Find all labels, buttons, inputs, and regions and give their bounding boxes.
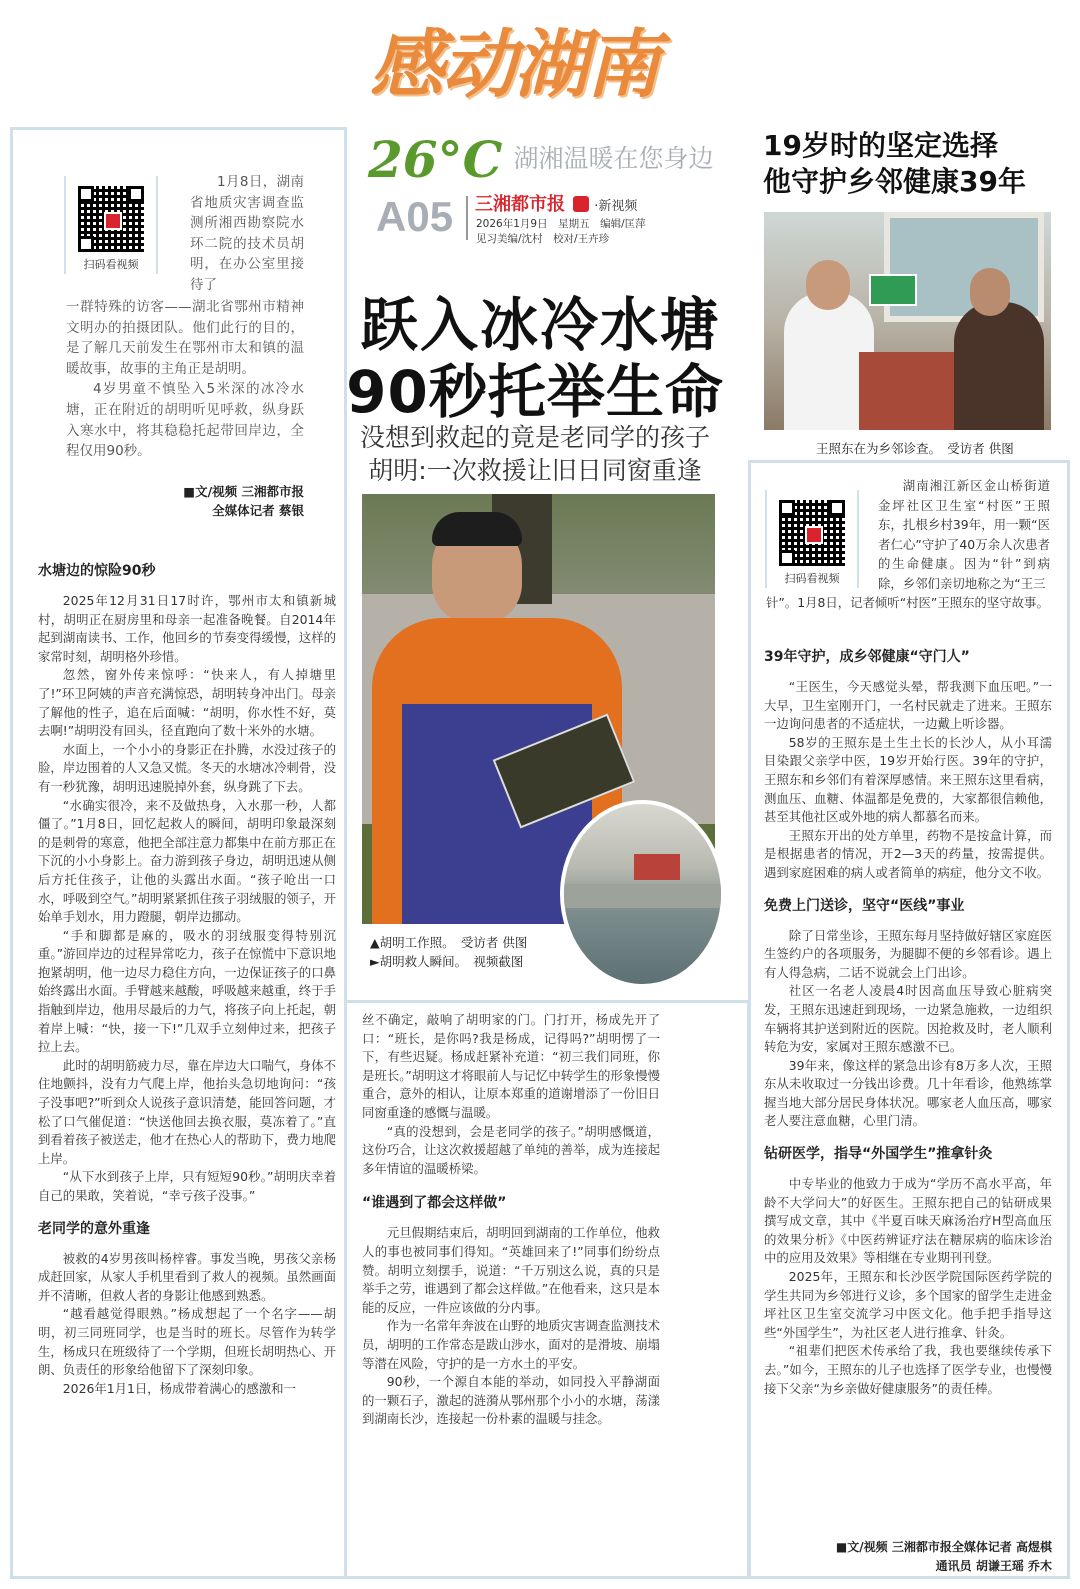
paragraph: “越看越觉得眼熟。”杨成想起了一个名字——胡明，初三同班同学，也是当时的班长。尽管作为转学生，杨成只在班级待了一个学期，但班长胡明热心、开朗、负责任的形象给他留下了深刻印象。	[38, 1306, 336, 1378]
qr-caption: 扫码看视频	[83, 258, 139, 271]
side-lead-text-a: 湖南湘江新区金山桥街道金坪社区卫生室“村医”王照东，扎根乡村39年，用一颗“医者仁心”守护了40万余人次患者的生命健康。因为“针”到病除，乡邻们亲切地称之为“王三	[878, 478, 1050, 591]
paragraph: “水确实很冷，来不及做热身，入水那一秒，人都僵了。”1月8日，回忆起救人的瞬间，胡明印象最深刻的是刺骨的寒意，他把全部注意力都集中在前方那正在下沉的小小身影上。奋力游到孩子身边，胡明迅速从侧后方托住孩子，让他的头露出水面。“孩子呛出一口水，呼吸到空气。”胡明紧紧抓住孩子羽绒服的领子，开始单手划水，用力蹬腿，朝岸边挪动。	[38, 797, 336, 925]
masthead-title: 感动湖南	[370, 22, 658, 108]
paragraph: “祖辈们把医术传承给了我，我也要继续传承下去。”如今，王照东的儿子也选择了医学专业，也慢慢接下父亲“为乡亲做好健康服务”的责任棒。	[764, 1343, 1052, 1396]
paragraph: 被救的4岁男孩叫杨梓睿。事发当晚，男孩父亲杨成赶回家，从家人手机里看到了救人的视频。虽然画面并不清晰，但救人者的身影让他感到熟悉。	[38, 1250, 336, 1303]
middle-body	[362, 1011, 660, 1429]
masthead	[370, 6, 710, 136]
photo-caption-1: ▲胡明工作照。 受访者 供图	[370, 935, 528, 950]
left-body	[38, 560, 336, 1398]
paper-name: 三湘都市报	[475, 194, 565, 215]
side-section3-paragraphs	[764, 1175, 1052, 1398]
section2-title: 老同学的意外重逢	[38, 1220, 150, 1237]
paragraph: 中专毕业的他致力于成为“学历不高水平高，年龄不大学问大”的好医生。王照东把自己的钻研成果撰写成文章，其中《半夏百味天麻汤治疗H型高血压的效果分析》《中医药辨证疗法在糖尿病的临床诊治中的应用及效果》等相继在专业期刊刊登。	[764, 1176, 1052, 1266]
paragraph: 除了日常坐诊，王照东每月坚持做好辖区家庭医生签约户的各项服务，为腿脚不便的乡邻看诊。遇上有人得急病，二话不说就会上门出诊。	[764, 927, 1052, 980]
paragraph: 39年来，像这样的紧急出诊有8万多人次，王照东从未收取过一分钱出诊费。几十年看诊，他熟练掌握当地大部分居民身体状况。哪家老人血压高，哪家老人要注意血糖，心里门清。	[764, 1057, 1052, 1129]
main-subhead-2: 胡明:一次救援让旧日同窗重逢	[368, 456, 702, 485]
video-brand: ·新视频	[594, 199, 638, 214]
first-aid-box	[869, 274, 917, 306]
masthead-meta-2: 见习美编/沈村 校对/王卉珍	[476, 233, 610, 245]
side-lead-a	[878, 476, 1050, 594]
paragraph: “真的没想到，会是老同学的孩子。”胡明感慨道，这份巧合，让这次救援超越了单纯的善举，成为连接起多年情谊的温暖桥梁。	[362, 1123, 660, 1176]
lead-text-a: 1月8日，湖南省地质灾害调查监测所湘西勘察院水环二院的技术员胡明，在办公室里接待了	[190, 174, 304, 293]
slogan: 湖湘温暖在您身边	[513, 144, 714, 173]
side-lead-b	[766, 593, 1050, 613]
qr-code-2[interactable]	[779, 500, 845, 566]
video-logo-icon	[573, 196, 589, 212]
right-qr-box	[765, 490, 859, 588]
paragraph: 社区一名老人凌晨4时因高血压导致心脏病突发，王照东迅速赶到现场，一边紧急施救，一边组织车辆将其护送到附近的医院。因抢救及时，老人顺利转危为安，家属对王照东感激不已。	[764, 983, 1052, 1055]
masthead-divider	[466, 196, 468, 240]
paragraph: 王照东开出的处方单里，药物不是按盒计算，而是根据患者的情况，开2—3天的药量，按需提供。遇到家庭困难的病人或者简单的病症，他分文不收。	[764, 827, 1052, 880]
side-section1-title: 39年守护，成乡邻健康“守门人”	[764, 649, 970, 665]
side-photo	[764, 212, 1051, 430]
paragraph: 水面上，一个小小的身影正在扑腾，水没过孩子的脸，岸边围着的人又急又慌。冬天的水塘冰冷刺骨，没有一秒犹豫，胡明迅速脱掉外套，纵身跳了下去。	[38, 741, 336, 794]
paragraph: 2025年，王照东和长沙医学院国际医药学院的学生共同为乡邻进行义诊，多个国家的留学生走进金坪社区卫生室交流学习中医文化。他手把手指导这些“外国学生”，为社区老人进行推拿、针灸。	[764, 1269, 1052, 1340]
paragraph: 2025年12月31日17时许，鄂州市太和镇新城村，胡明正在厨房里和母亲一起准备晚餐。自2014年起到湖南读书、工作，他回乡的节奏变得缓慢，这样的家常时刻，胡明格外珍惜。	[38, 593, 336, 664]
rescue-video-still	[560, 800, 725, 988]
middle-paragraphs	[362, 1011, 660, 1178]
section1-paragraphs	[38, 592, 336, 1206]
paragraph: 忽然，窗外传来惊呼：“快来人，有人掉塘里了!”环卫阿姨的声音充满惊恐，胡明转身冲出门。母亲了解他的性子，追在后面喊：“胡明，你水性不好，莫去啊!”胡明没有回头，径直跑向了数十米外的水塘。	[38, 667, 336, 739]
side-byline-2: 通讯员 胡谦王瑶 乔木	[935, 1559, 1052, 1573]
section3-title: “谁遇到了都会这样做”	[362, 1195, 507, 1212]
section3-paragraphs	[362, 1224, 660, 1429]
paragraph: “从下水到孩子上岸，只有短短90秒。”胡明庆幸着自己的果敢，笑着说，“幸亏孩子没事。”	[38, 1169, 336, 1203]
byline-1: ■文/视频 三湘都市报	[183, 484, 304, 499]
qr-code[interactable]	[78, 186, 144, 252]
main-subhead-1: 没想到救起的竟是老同学的孩子	[359, 423, 710, 452]
qr-caption-2: 扫码看视频	[784, 572, 840, 585]
paragraph: 2026年1月1日，杨成带着满心的感激和一	[62, 1380, 296, 1396]
temperature: 26°C	[368, 130, 503, 189]
paragraph: 作为一名常年奔波在山野的地质灾害调查监测技术员，胡明的工作常态是跋山涉水，面对的是滑坡、崩塌等潜在风险，守护的是一方水土的平安。	[362, 1318, 660, 1371]
byline-2: 全媒体记者 蔡银	[212, 503, 304, 518]
section2-paragraphs	[38, 1250, 336, 1399]
paragraph: “王医生，今天感觉头晕，帮我测下血压吧。”一大早，卫生室刚开门，一名村民就走了进来。王照东一边询问患者的不适症状，一边戴上听诊器。	[764, 679, 1052, 732]
lead-text-b: 一群特殊的访客——湖北省鄂州市精神文明办的拍摄团队。他们此行的目的，是了解几天前发生在鄂州市太和镇的温暖故事，故事的主角正是胡明。	[66, 299, 304, 377]
photo-caption-2: ►胡明救人瞬间。 视频截图	[370, 954, 524, 969]
side-headline-2: 他守护乡邻健康39年	[763, 165, 1026, 198]
left-qr-box	[64, 176, 158, 274]
page-number: A05	[376, 193, 454, 240]
masthead-meta-1: 2026年1月9日 星期五 编辑/匡萍	[476, 218, 646, 230]
paragraph: 此时的胡明筋疲力尽，靠在岸边大口喘气，身体不住地颤抖，没有力气爬上岸，他抬头急切地询问：“孩子没事吧?”听到众人说孩子意识清楚，能回答问题，才松了口气催促道：“快送他回去换衣服，莫冻着了。”直到看着孩子被送走，他才在热心人的帮助下，费力地爬上岸。	[38, 1057, 336, 1166]
paragraph: 元旦假期结束后，胡明回到湖南的工作单位，他救人的事也被同事们得知。“英雄回来了!”同事们纷纷点赞。胡明立刻摆手，说道：“千万别这么说，真的只是举手之劳，谁遇到了都会这样做。”在他看来，这只是本能的反应，一件应该做的分内事。	[362, 1225, 660, 1315]
side-section3-title: 钻研医学，指导“外国学生”推拿针灸	[764, 1146, 993, 1163]
side-byline-1: ■文/视频 三湘都市报全媒体记者 高煜棋	[835, 1540, 1052, 1554]
lead-part-b	[66, 297, 304, 462]
side-section2-paragraphs	[764, 927, 1052, 1132]
paragraph: “手和脚都是麻的，吸水的羽绒服变得特别沉重。”游回岸边的过程异常吃力，孩子在惊慌中下意识地抱紧胡明，他一边尽力稳住方向，一边保证孩子的口鼻始终露出水面。手臂越来越酸，呼吸越来越重，终于手指触到岸边，他用尽最后的力气，将孩子向上托起，朝着岸上喊：“快，接一下!”几双手立刻伸过来，把孩子拉上去。	[38, 927, 336, 1055]
side-section2-title: 免费上门送诊，坚守“医线”事业	[764, 897, 965, 914]
patient	[954, 302, 1044, 430]
paper-brand	[475, 190, 637, 216]
section1-title: 水塘边的惊险90秒	[38, 563, 156, 579]
side-section1-paragraphs	[764, 678, 1052, 883]
paragraph: 丝不确定，敲响了胡明家的门。门打开，杨成先开了口：“班长，是你吗?我是杨成，记得吗?”胡明愣了一下，有些迟疑。杨成赶紧补充道：“初三我们同班，你是班长。”胡明这才将眼前人与记忆中转学生的形象慢慢重合，意外的相认，让原本郑重的道谢增添了一份旧日同窗重逢的感慨与温暖。	[362, 1012, 660, 1120]
side-body	[764, 646, 1052, 1398]
paragraph: 58岁的王照东是土生土长的长沙人，从小耳濡目染跟父亲学中医，19岁开始行医。39年的守护，王照东和乡邻们有着深厚感情。来王照东这里看病，测血压、血糖、体温都是免费的，大家都很信赖他，甚至其他社区或外地的病人都慕名而来。	[764, 734, 1052, 825]
side-photo-caption: 王照东在为乡邻诊查。 受访者 供图	[816, 441, 1014, 456]
paragraph: 90秒，一个源自本能的举动，如同投入平静湖面的一颗石子，激起的涟漪从鄂州那个小小的水塘，荡漾到湖南长沙，连接起一份朴素的温暖与挂念。	[362, 1374, 660, 1427]
lead-part-a	[190, 172, 304, 296]
masthead-temp-row	[368, 130, 714, 189]
side-lead-text-b: 针”。1月8日，记者倾听“村医”王照东的坚守故事。	[766, 595, 1049, 610]
main-headline-2: 90秒托举生命	[346, 358, 724, 426]
main-headline-1: 跃入冰冷水塘	[359, 291, 720, 359]
side-headline-1: 19岁时的坚定选择	[763, 129, 998, 162]
lead-p2: 4岁男童不慎坠入5米深的冰冷水塘，正在附近的胡明听见呼救，纵身跃入寒水中，将其稳稳托起带回岸边，全程仅用90秒。	[66, 381, 304, 460]
